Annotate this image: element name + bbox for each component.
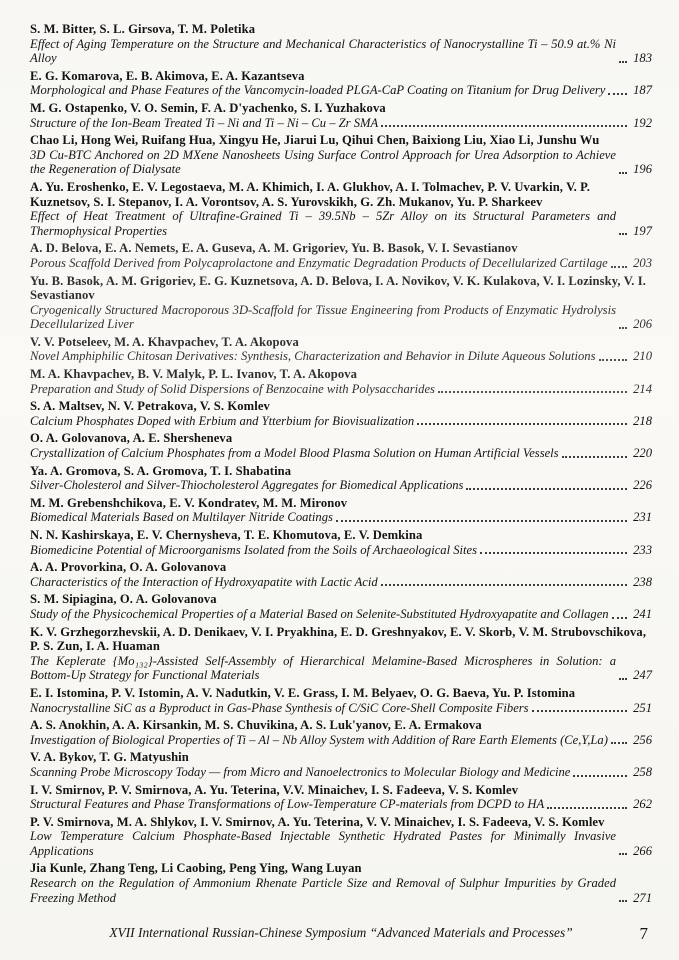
- leader-dots: [466, 488, 627, 490]
- toc-entry: [30, 274, 652, 332]
- entry-page-number: 183: [633, 51, 652, 66]
- entry-page-number: 218: [633, 413, 652, 428]
- entry-authors: A. S. Anokhin, A. A. Kirsankin, M. S. Chuvikina, A. S. Luk'yanov, E. A. Ermakova: [30, 718, 482, 733]
- toc-entry: [30, 592, 652, 621]
- entry-page-number: 196: [633, 162, 652, 177]
- entry-authors: Yu. B. Basok, A. M. Grigoriev, E. G. Kuznetsova, A. D. Belova, I. A. Novikov, V. K. Kulakova, V. I. Lozinsky, V. I. Sevastianov: [30, 273, 647, 303]
- entry-page-number: 256: [633, 732, 652, 747]
- entry-page-number: 231: [633, 510, 652, 525]
- entry-title: Silver-Cholesterol and Silver-Thiocholesterol Aggregates for Biomedical Applications: [30, 478, 464, 493]
- leader-dots: [417, 423, 627, 425]
- entry-title: Effect of Heat Treatment of Ultrafine-Grained Ti – 39.5Nb – 5Zr Alloy on its Structural Parameters and Thermophysical Properties: [30, 209, 616, 238]
- toc-entry: [30, 464, 652, 493]
- toc-entry: [30, 335, 652, 364]
- entry-title-row: [30, 829, 652, 858]
- entry-page-number: 210: [633, 349, 652, 364]
- footer-page-number: 7: [639, 924, 648, 943]
- entry-authors: A. D. Belova, E. A. Nemets, E. A. Guseva, A. M. Grigoriev, Yu. B. Basok, V. I. Sevastianov: [30, 241, 518, 256]
- leader-dots: [336, 520, 627, 522]
- entry-authors: Chao Li, Hong Wei, Ruifang Hua, Xingyu He, Jiarui Lu, Qihui Chen, Baixiong Liu, Xiao Li, Junshu Wu: [30, 133, 600, 148]
- entry-authors: A. Yu. Eroshenko, E. V. Legostaeva, M. A. Khimich, I. A. Glukhov, A. I. Tolmachev, P. V. Uvarkin, V. P. Kuznetsov, S. I. Stepanov, I. A. Vorontsov, A. S. Yurovskikh, G. Zh. Mukanov, Yu. P. Sharkeev: [30, 179, 591, 209]
- toc-entry: [30, 69, 652, 98]
- entry-page-number: 226: [633, 478, 652, 493]
- entry-title: Crystallization of Calcium Phosphates from a Model Blood Plasma Solution on Human Artificial Vessels: [30, 446, 559, 461]
- toc-entry: [30, 625, 652, 683]
- entry-title-row: [30, 654, 652, 683]
- entry-authors: M. A. Khavpachev, B. V. Malyk, P. L. Ivanov, T. A. Akopova: [30, 367, 358, 382]
- entry-authors: N. N. Kashirskaya, E. V. Chernysheva, T. E. Khomutova, E. V. Demkina: [30, 528, 423, 542]
- leader-dots: [438, 391, 627, 393]
- entry-title: Structural Features and Phase Transformations of Low-Temperature CP-materials from DCPD to HA: [30, 797, 545, 812]
- entry-title: Low Temperature Calcium Phosphate-Based Injectable Synthetic Hydrated Pastes for Minimally Invasive Applications: [30, 829, 616, 858]
- entry-page-number: 241: [633, 606, 652, 621]
- entry-title-row: [30, 349, 652, 364]
- entry-title-row: [30, 256, 652, 271]
- entry-authors: E. I. Istomina, P. V. Istomin, A. V. Nadutkin, V. E. Grass, I. M. Belyaev, O. G. Baeva, Yu. P. Istomina: [30, 685, 576, 700]
- leader-dots: [547, 807, 627, 809]
- entry-title-row: [30, 797, 652, 812]
- entry-authors: M. G. Ostapenko, V. O. Semin, F. A. D'yachenko, S. I. Yuzhakova: [30, 100, 386, 115]
- entry-title: Nanocrystalline SiC as a Byproduct in Gas-Phase Synthesis of C/SiC Core-Shell Composite Fibers: [30, 700, 529, 715]
- entry-title: Structure of the Ion-Beam Treated Ti – Ni and Ti – Ni – Cu – Zr SMA: [30, 115, 379, 130]
- entry-title: Morphological and Phase Features of the Vancomycin-loaded PLGA-CaP Coating on Titanium for Drug Delivery: [30, 83, 606, 98]
- entry-title-row: [30, 876, 652, 905]
- entry-authors: S. M. Bitter, S. L. Girsova, T. M. Poletika: [30, 22, 256, 36]
- entry-page-number: 238: [633, 574, 652, 589]
- page-footer: [30, 914, 652, 950]
- entry-authors: E. G. Komarova, E. B. Akimova, E. A. Kazantseva: [30, 68, 305, 83]
- entry-title-row: [30, 575, 652, 590]
- entry-authors: Jia Kunle, Zhang Teng, Li Caobing, Peng Ying, Wang Luyan: [30, 861, 362, 876]
- entry-title-row: [30, 414, 652, 429]
- entry-title: Effect of Aging Temperature on the Structure and Mechanical Characteristics of Nanocrystalline Ti – 50.9 at.% Ni Alloy: [30, 36, 616, 66]
- toc-entry: [30, 496, 652, 525]
- entry-page-number: 220: [633, 446, 652, 461]
- entry-title-row: [30, 765, 652, 780]
- toc-entry: [30, 861, 652, 905]
- entry-title: Cryogenically Structured Macroporous 3D-Scaffold for Tissue Engineering from Products of Enzymatic Hydrolysis Decellularized Liver: [30, 302, 616, 332]
- entry-title-row: [30, 701, 652, 716]
- entry-page-number: 266: [633, 843, 652, 858]
- entry-authors: V. V. Potseleev, M. A. Khavpachev, T. A. Akopova: [30, 334, 299, 349]
- entry-page-number: 247: [633, 668, 652, 683]
- toc-entry: [30, 431, 652, 460]
- entry-title-row: [30, 116, 652, 131]
- entry-title-row: [30, 37, 652, 66]
- entry-page-number: 214: [633, 381, 652, 396]
- entry-page-number: 271: [633, 890, 652, 905]
- entry-title-row: [30, 543, 652, 558]
- toc-entry: [30, 241, 652, 270]
- entry-title-row: [30, 607, 652, 622]
- entry-authors: S. A. Maltsev, N. V. Petrakova, V. S. Komlev: [30, 399, 270, 414]
- toc-entry: [30, 22, 652, 66]
- entry-title: Calcium Phosphates Doped with Erbium and Ytterbium for Biovisualization: [30, 413, 415, 428]
- entry-title-row: [30, 382, 652, 397]
- entry-page-number: 203: [633, 255, 652, 270]
- entry-authors: O. A. Golovanova, A. E. Shersheneva: [30, 431, 233, 446]
- leader-dots: [381, 125, 627, 127]
- leader-dots: [381, 584, 627, 586]
- entry-authors: S. M. Sipiagina, O. A. Golovanova: [30, 592, 217, 607]
- entry-title: Novel Amphiphilic Chitosan Derivatives: Synthesis, Characterization and Behavior in Dilute Aqueous Solutions: [30, 349, 596, 364]
- entry-title-row: [30, 446, 652, 461]
- entry-page-number: 197: [633, 223, 652, 238]
- leader-dots: [562, 456, 627, 458]
- entry-title: 3D Cu-BTC Anchored on 2D MXene Nanosheets Using Surface Control Approach for Urea Adsorption to Achieve the Regeneration of Dialysate: [30, 147, 616, 177]
- toc-entry: [30, 101, 652, 130]
- leader-dots: [619, 327, 627, 329]
- entry-authors: Ya. A. Gromova, S. A. Gromova, T. I. Shabatina: [30, 463, 292, 478]
- entry-title-row: [30, 733, 652, 748]
- leader-dots: [611, 742, 627, 744]
- leader-dots: [611, 266, 627, 268]
- leader-dots: [619, 900, 627, 902]
- leader-dots: [619, 172, 627, 174]
- entry-page-number: 251: [633, 700, 652, 715]
- leader-dots: [619, 233, 627, 235]
- entry-title-row: [30, 83, 652, 98]
- leader-dots: [480, 552, 627, 554]
- entry-authors: V. A. Bykov, T. G. Matyushin: [30, 750, 189, 765]
- entry-title: Investigation of Biological Properties of Ti – Al – Nb Alloy System with Addition of Rare Earth Elements (Ce,Y,La): [30, 732, 608, 747]
- entry-title-row: [30, 303, 652, 332]
- entry-title: Preparation and Study of Solid Dispersions of Benzocaine with Polysaccharides: [30, 381, 435, 396]
- entry-title: Research on the Regulation of Ammonium Rhenate Particle Size and Removal of Sulphur Impurities by Graded Freezing Method: [30, 876, 616, 905]
- leader-dots: [573, 775, 627, 777]
- entry-authors: K. V. Grzhegorzhevskii, A. D. Denikaev, V. I. Pryakhina, E. D. Greshnyakov, E. V. Skorb, V. M. Strubovschikova, P. S. Zun, I. A. Huaman: [30, 624, 647, 654]
- entry-page-number: 206: [633, 317, 652, 332]
- entry-title: Biomedicine Potential of Microorganisms Isolated from the Soils of Archaeological Sites: [30, 542, 478, 557]
- entry-authors: A. A. Provorkina, O. A. Golovanova: [30, 560, 227, 575]
- leader-dots: [619, 678, 627, 680]
- toc-entry: [30, 367, 652, 396]
- entry-title: Biomedical Materials Based on Multilayer Nitride Coatings: [30, 510, 333, 525]
- leader-dots: [599, 359, 627, 361]
- toc-entry: [30, 718, 652, 747]
- toc-entry: [30, 180, 652, 238]
- toc-entry: [30, 815, 652, 859]
- entry-page-number: 192: [633, 115, 652, 130]
- entry-page-number: 233: [633, 542, 652, 557]
- toc-entry: [30, 528, 652, 557]
- entry-title-row: [30, 510, 652, 525]
- leader-dots: [619, 61, 627, 63]
- entry-page-number: 258: [633, 764, 652, 779]
- toc-entry: [30, 133, 652, 177]
- entry-authors: P. V. Smirnova, M. A. Shlykov, I. V. Smirnov, A. Yu. Teterina, V. V. Minaichev, I. S. Fadeeva, V. S. Komlev: [30, 814, 605, 829]
- toc-entry: [30, 750, 652, 779]
- entry-authors: M. M. Grebenshchikova, E. V. Kondratev, M. M. Mironov: [30, 495, 348, 510]
- toc-entry: [30, 399, 652, 428]
- entry-page-number: 187: [633, 83, 652, 98]
- entry-page-number: 262: [633, 797, 652, 812]
- entry-title: Study of the Physicochemical Properties of a Material Based on Selenite-Substituted Hydroxyapatite and Collagen: [30, 606, 609, 621]
- toc-entry: [30, 560, 652, 589]
- footer-symposium-title: XVII International Russian-Chinese Symposium “Advanced Materials and Processes”: [109, 925, 573, 940]
- entry-title-row: [30, 478, 652, 493]
- toc-entry: [30, 783, 652, 812]
- entry-title: Characteristics of the Interaction of Hydroxyapatite with Lactic Acid: [30, 574, 378, 589]
- leader-dots: [612, 617, 627, 619]
- leader-dots: [532, 710, 627, 712]
- entry-title: Porous Scaffold Derived from Polycaprolactone and Enzymatic Degradation Products of Decellularized Cartilage: [30, 255, 608, 270]
- entry-title: Scanning Probe Microscopy Today — from Micro and Nanoelectronics to Molecular Biology and Medicine: [30, 764, 571, 779]
- leader-dots: [608, 93, 627, 95]
- toc-entry: [30, 686, 652, 715]
- entry-authors: I. V. Smirnov, P. V. Smirnova, A. Yu. Teterina, V.V. Minaichev, I. S. Fadeeva, V. S. Komlev: [30, 782, 519, 797]
- leader-dots: [619, 853, 627, 855]
- entry-title-row: [30, 209, 652, 238]
- entry-title-row: [30, 148, 652, 177]
- entry-title: The Keplerate {Mo₁₃₂}-Assisted Self-Assembly of Hierarchical Melamine-Based Microspheres in Solution: a Bottom-Up Strategy for Functional Materials: [30, 653, 616, 683]
- toc-list: [30, 22, 652, 914]
